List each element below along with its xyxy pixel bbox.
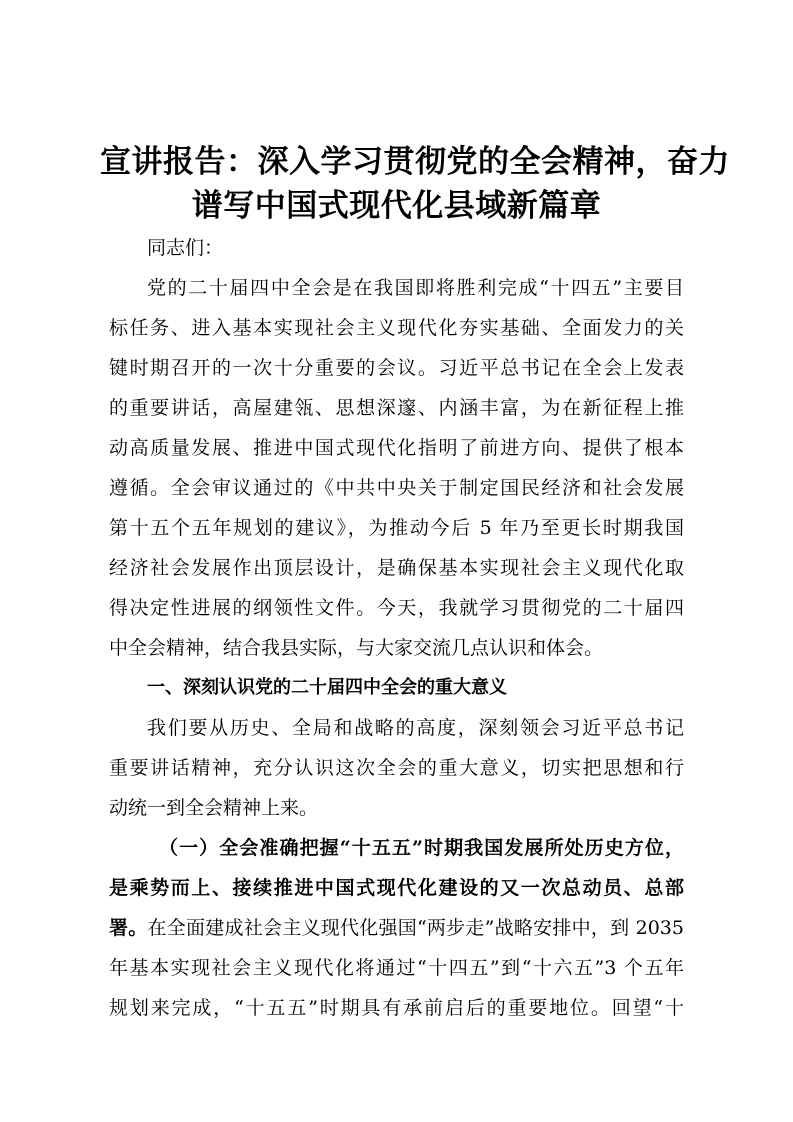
section-heading [109, 668, 684, 708]
title-line-1: 宣讲报告：深入学习贯彻党的全会精神，奋力 [100, 144, 730, 180]
paragraph-line: 第十五个五年规划的建议》，为推动今后 5 年乃至更长时期我国 [109, 517, 684, 539]
paragraph-line: 的重要讲话，高屋建瓴、思想深邃、内涵丰富，为在新征程上推 [109, 397, 684, 419]
paragraph-line: 标任务、进入基本实现社会主义现代化夯实基础、全面发力的关 [109, 317, 684, 339]
paragraph-line: 遵循。全会审议通过的《中共中央关于制定国民经济和社会发展 [109, 477, 684, 499]
paragraph-line: 我们要从历史、全局和战略的高度，深刻领会习近平总书记 [147, 717, 684, 739]
document-title [100, 140, 730, 228]
paragraph-line: 得决定性进展的纲领性文件。今天，我就学习贯彻党的二十届四 [109, 597, 684, 619]
paragraph-line: 中全会精神，结合我县实际，与大家交流几点认识和体会。 [109, 637, 604, 659]
salutation-text: 同志们： [147, 237, 224, 259]
paragraph-line: 党的二十届四中全会是在我国即将胜利完成“十四五”主要目 [147, 277, 684, 299]
paragraph-line: 规划来完成，“十五五”时期具有承前启后的重要地位。回望“十 [109, 997, 684, 1019]
subsection-heading-line: （一）全会准确把握“十五五”时期我国发展所处历史方位， [159, 837, 684, 859]
subsection-paragraph [109, 828, 684, 1028]
paragraph-intro [109, 268, 684, 668]
subsection-heading-line: 是乘势而上、接续推进中国式现代化建设的又一次总动员、总部 [109, 877, 684, 899]
paragraph-line: 键时期召开的一次十分重要的会议。习近平总书记在全会上发表 [109, 357, 684, 379]
paragraph-line [109, 908, 684, 948]
paragraph-line: 经济社会发展作出顶层设计，是确保基本实现社会主义现代化取 [109, 557, 684, 579]
paragraph-line: 动高质量发展、推进中国式现代化指明了前进方向、提供了根本 [109, 437, 684, 459]
section-heading-text: 一、深刻认识党的二十届四中全会的重大意义 [147, 677, 507, 698]
paragraph-line: 动统一到全会精神上来。 [109, 797, 319, 819]
title-line-2: 谱写中国式现代化县域新篇章 [191, 188, 602, 224]
paragraph-section-intro [109, 708, 684, 828]
document-body [109, 228, 684, 1028]
subsection-heading-tail: 署。 [109, 917, 148, 939]
paragraph-line: 重要讲话精神，充分认识这次全会的重大意义，切实把思想和行 [109, 757, 684, 779]
paragraph-line: 年基本实现社会主义现代化将通过“十四五”到“十六五”3 个五年 [109, 957, 684, 979]
paragraph-line-rest: 在全面建成社会主义现代化强国“两步走”战略安排中，到 2035 [147, 917, 684, 939]
salutation [109, 228, 684, 268]
